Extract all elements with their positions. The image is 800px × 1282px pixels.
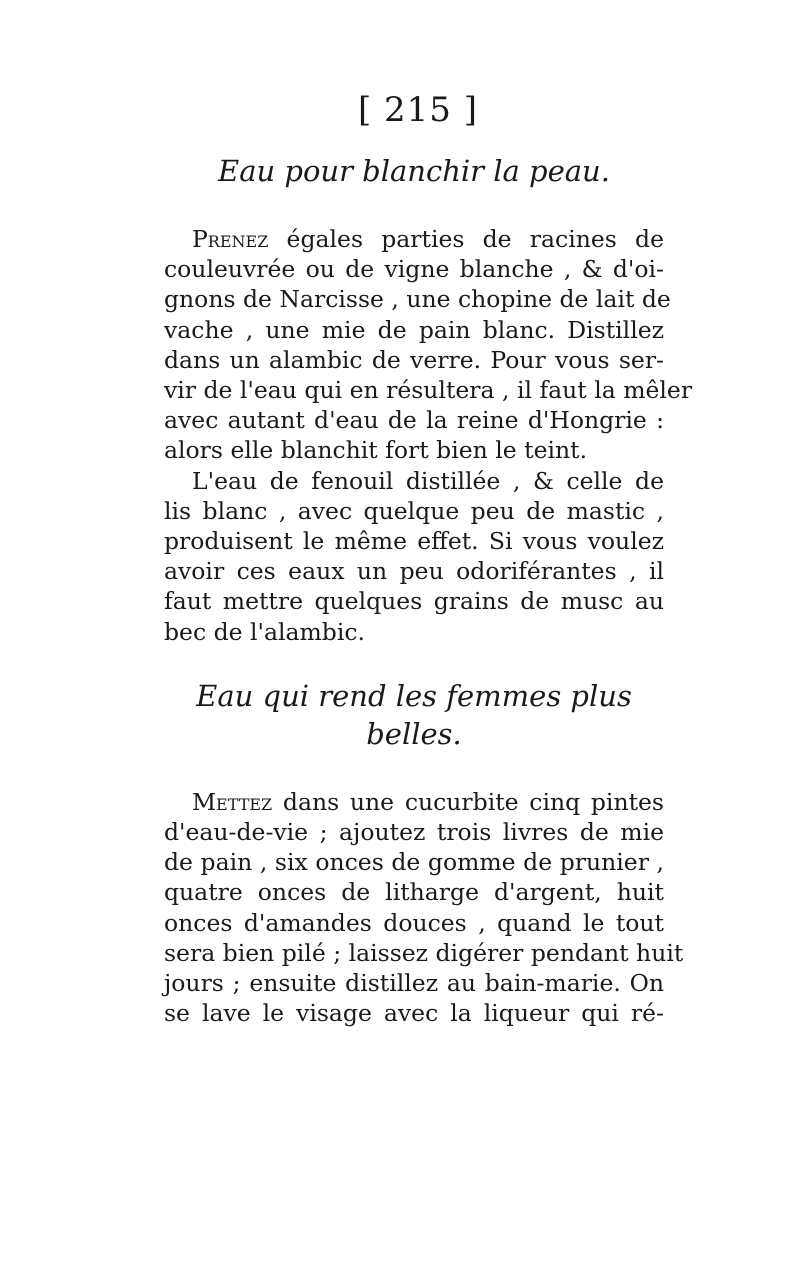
paragraph-fenouil bbox=[164, 466, 664, 647]
text-line: vir de l'eau qui en résultera , il faut la mêler bbox=[164, 376, 693, 405]
text-line: quatre onces de litharge d'argent, huit bbox=[164, 878, 664, 907]
section-title-blanchir: Eau pour blanchir la peau. bbox=[218, 154, 610, 188]
text-line: Mettez dans une cucurbite cinq pintes bbox=[192, 787, 664, 816]
section-title-femmes bbox=[164, 677, 664, 753]
text-line: d'eau-de-vie ; ajoutez trois livres de mie bbox=[164, 818, 664, 847]
text-line: de pain , six onces de gomme de prunier , bbox=[164, 848, 664, 877]
lead-word: Mettez bbox=[192, 787, 273, 816]
lead-word: Prenez bbox=[192, 225, 269, 253]
text-line: alors elle blanchit fort bien le teint. bbox=[164, 436, 588, 465]
text-line: dans un alambic de verre. Pour vous ser- bbox=[164, 345, 664, 374]
text-line: sera bien pilé ; laissez digérer pendant huit bbox=[164, 938, 684, 967]
page-number: [ 215 ] bbox=[357, 90, 479, 130]
text-line: faut mettre quelques grains de musc au bbox=[164, 587, 664, 616]
text-line: produisent le même effet. Si vous voulez bbox=[164, 527, 664, 556]
text-line: lis blanc , avec quelque peu de mastic , bbox=[164, 496, 664, 525]
text-line: Prenez égales parties de racines de bbox=[192, 225, 664, 253]
text-line: bec de l'alambic. bbox=[164, 617, 365, 646]
paragraph-prenez bbox=[164, 224, 693, 466]
text-line: gnons de Narcisse , une chopine de lait de bbox=[164, 285, 671, 314]
text-line: avoir ces eaux un peu odoriférantes , il bbox=[164, 557, 664, 586]
text-line: vache , une mie de pain blanc. Distillez bbox=[164, 315, 664, 344]
text-line: L'eau de fenouil distillée , & celle de bbox=[192, 466, 664, 495]
paragraph-mettez bbox=[164, 787, 684, 1029]
text-line: jours ; ensuite distillez au bain-marie. On bbox=[164, 969, 664, 998]
text-line: couleuvrée ou de vigne blanche , & d'oi- bbox=[164, 255, 664, 284]
section-title-line: belles. bbox=[366, 716, 462, 751]
text-line: onces d'amandes douces , quand le tout bbox=[164, 908, 664, 937]
section-title-line: Eau qui rend les femmes plus bbox=[196, 678, 632, 713]
text-line: avec autant d'eau de la reine d'Hongrie : bbox=[164, 406, 664, 435]
text-line: se lave le visage avec la liqueur qui ré- bbox=[164, 999, 664, 1028]
book-page bbox=[164, 90, 693, 1028]
